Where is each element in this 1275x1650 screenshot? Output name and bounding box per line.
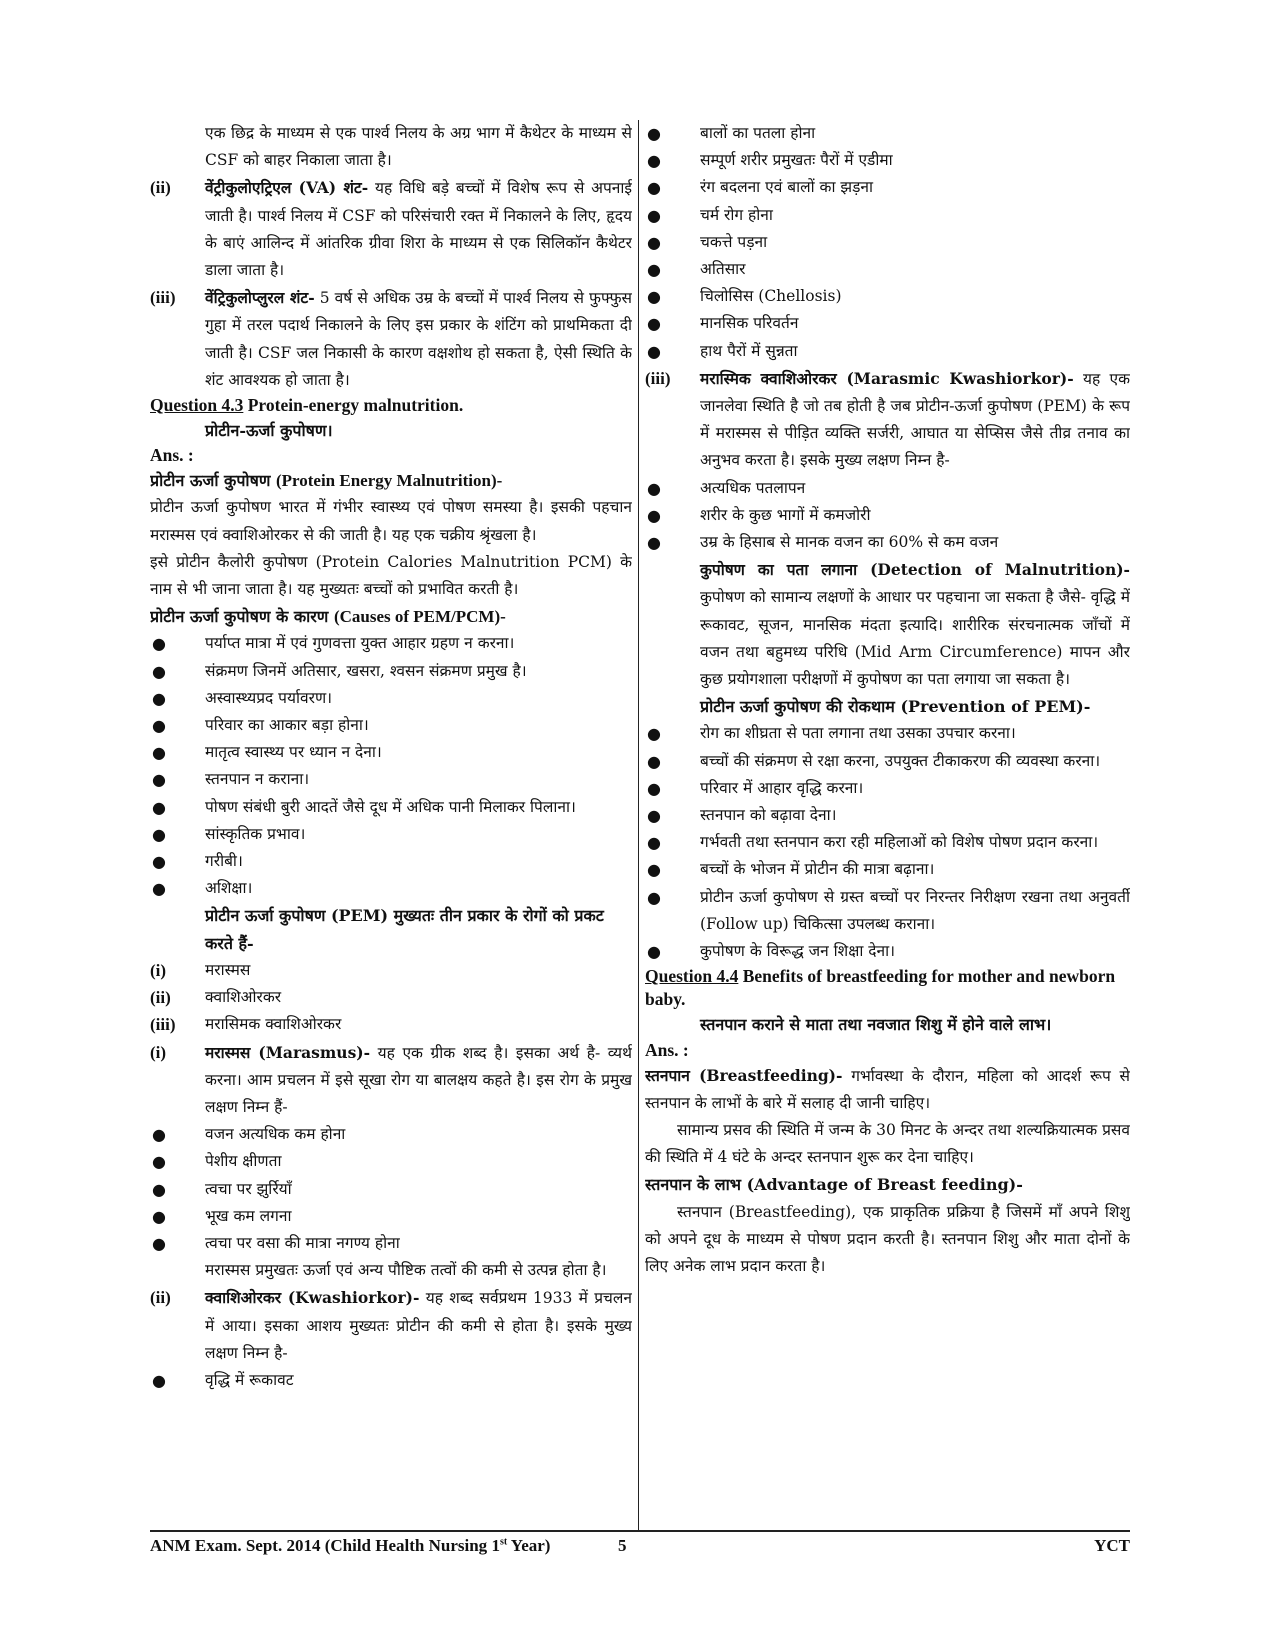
marasmus-marker: (i) (150, 1042, 167, 1062)
list-item: ● त्वचा पर वसा की मात्रा नगण्य होना (150, 1230, 632, 1257)
list-item: ● वृद्धि में रूकावट (150, 1367, 632, 1394)
list-item: ● गरीबी। (150, 848, 632, 875)
left-column (150, 120, 632, 1530)
mk-text: यह एक जानलेवा स्थिति है जो तब होती है जब प्रोटीन-ऊर्जा कुपोषण (PEM) के रूप में मरास्मस से पीड़ित व्यक्ति सर्जरी, आघात या सेप्सिस जैसे तीव्र तनाव का अनुभव करता है। इसके मुख्य लक्षण निम्न है- (700, 369, 1130, 470)
marasmus-text: यह एक ग्रीक शब्द है। इसका अर्थ है- व्यर्थ करना। आम प्रचलन में इसे सूखा रोग या बालक्षय कहते है। इस रोग के प्रमुख लक्षण निम्न हैं- (205, 1043, 632, 1116)
bullet-icon: ● (152, 879, 166, 899)
bullet-icon: ● (647, 178, 661, 198)
list-item: ● बालों का पतला होना (645, 120, 1130, 147)
vp-marker: (iii) (150, 288, 176, 308)
types-heading: प्रोटीन ऊर्जा कुपोषण (PEM) मुख्यतः तीन प्रकार के रोगों को प्रकट करते हैं- (205, 906, 604, 953)
list-item: ● मातृत्व स्वास्थ्य पर ध्यान न देना। (150, 739, 632, 766)
question-4-3 (150, 394, 632, 417)
bullet-icon: ● (647, 205, 661, 225)
column-divider (638, 120, 639, 1530)
pem-heading-hindi: प्रोटीन ऊर्जा कुपोषण (150, 471, 271, 491)
list-item: ● स्तनपान को बढ़ावा देना। (645, 802, 1130, 829)
pem-paragraph-1: प्रोटीन ऊर्जा कुपोषण भारत में गंभीर स्वास्थ्य एवं पोषण समस्या है। इसकी पहचान मरास्मस एवं क्वाशिओरकर से की जाती है। यह एक चक्रीय श्रृंखला है। (150, 498, 632, 544)
list-item: (ii) क्वाशिओरकर (150, 988, 282, 1008)
breastfeeding-timing: सामान्य प्रसव की स्थिति में जन्म के 30 मिनट के अन्दर तथा शल्यक्रियात्मक प्रसव की स्थिति में 4 घंटे के अन्दर स्तनपान शुरू कर देना चाहिए। (645, 1120, 1130, 1167)
va-marker: (ii) (150, 178, 171, 198)
detection-title: कुपोषण का पता लगाना (Detection of Malnutrition)- (700, 560, 1130, 580)
list-item: ● अतिसार (645, 256, 1130, 283)
marasmic-kwashiorkor-item (645, 365, 1130, 475)
list-item: ● कुपोषण के विरूद्ध जन शिक्षा देना। (645, 938, 1130, 965)
kwashiorkor-item (150, 1284, 632, 1367)
bullet-icon: ● (647, 505, 661, 525)
bullet-icon: ● (647, 833, 661, 853)
mk-marker: (iii) (645, 368, 671, 388)
footer-rule (150, 1530, 1130, 1532)
list-item: (i) मरास्मस (150, 960, 251, 980)
list-item: ● परिवार का आकार बड़ा होना। (150, 712, 632, 739)
types-list (150, 957, 632, 1039)
pem-paragraph-2: इसे प्रोटीन कैलोरी कुपोषण (Protein Calories Malnutrition PCM) के नाम से भी जाना जाता है। यह मुख्यतः बच्चों को प्रभावित करती है। (150, 552, 632, 599)
q44-title: Benefits of breastfeeding for mother and newborn baby. (645, 966, 1116, 1010)
breastfeeding-title: स्तनपान (Breastfeeding)- (645, 1065, 843, 1085)
q43-label: Question 4.3 (150, 395, 244, 416)
breastfeeding-text: गर्भावस्था के दौरान, महिला को आदर्श रूप से स्तनपान के लाभों के बारे में सलाह दी जानी चाहिए। (645, 1066, 1130, 1112)
list-item: ● बच्चों की संक्रमण से रक्षा करना, उपयुक्त टीकाकरण की व्यवस्था करना। (645, 748, 1130, 775)
q44-hindi-title: स्तनपान कराने से माता तथा नवजात शिशु में होने वाले लाभ। (700, 1015, 1052, 1035)
list-item: ● सांस्कृतिक प्रभाव। (150, 821, 632, 848)
list-item: ● सम्पूर्ण शरीर प्रमुखतः पैरों में एडीमा (645, 147, 1130, 174)
q43-answer-label: Ans. : (150, 445, 194, 466)
kwashiorkor-symptoms (645, 120, 1130, 365)
marasmus-symptoms (150, 1121, 632, 1257)
q44-answer-label: Ans. : (645, 1039, 689, 1060)
causes-heading (150, 603, 632, 630)
prevention-list (645, 720, 1130, 965)
list-item: ● स्तनपान न कराना। (150, 766, 632, 793)
bullet-icon: ● (152, 743, 166, 763)
list-item: ● हाथ पैरों में सुन्नता (645, 338, 1130, 365)
list-item: ● मानसिक परिवर्तन (645, 310, 1130, 337)
kwashiorkor-text: यह शब्द सर्वप्रथम 1933 में प्रचलन में आया। इसका आशय मुख्यतः प्रोटीन की कमी से होता है। इसके मुख्य लक्षण निम्न है- (205, 1289, 632, 1362)
list-item: ● पर्याप्त मात्रा में एवं गुणवत्ता युक्त आहार ग्रहण न करना। (150, 630, 632, 657)
bullet-icon: ● (152, 1233, 166, 1253)
list-item: ● अस्वास्थ्यप्रद पर्यावरण। (150, 685, 632, 712)
pem-heading (150, 467, 632, 494)
bullet-icon: ● (152, 797, 166, 817)
list-item: ● संक्रमण जिनमें अतिसार, खसरा, श्वसन संक्रमण प्रमुख है। (150, 658, 632, 685)
kwashiorkor-marker: (ii) (150, 1288, 171, 1308)
va-title: वेंट्रीकुलोएट्रिएल (VA) शंट- (205, 178, 369, 198)
bullet-icon: ● (647, 151, 661, 171)
bullet-icon: ● (152, 688, 166, 708)
mk-title: मरास्मिक क्वाशिओरकर (Marasmic Kwashiorkor)- (700, 368, 1074, 388)
list-item: ● चिलोसिस (Chellosis) (645, 283, 1130, 310)
bullet-icon: ● (647, 341, 661, 361)
bullet-icon: ● (152, 1370, 166, 1390)
advantage-text: स्तनपान (Breastfeeding), एक प्राकृतिक प्रक्रिया है जिसमें माँ अपने शिशु को अपने दूध के माध्यम से पोषण प्रदान करती है। स्तनपान शिशु और माता दोनों के लिए अनेक लाभ प्रदान करता है। (645, 1202, 1130, 1275)
marasmus-item (150, 1039, 632, 1122)
bullet-icon: ● (647, 533, 661, 553)
list-item: ● चर्म रोग होना (645, 202, 1130, 229)
detection-paragraph (645, 556, 1130, 693)
bullet-icon: ● (647, 860, 661, 880)
causes-heading-english: (Causes of PEM/PCM)- (333, 607, 506, 627)
advantage-heading: स्तनपान के लाभ (Advantage of Breast feeding)- (645, 1175, 1023, 1195)
list-item: ● रंग बदलना एवं बालों का झड़ना (645, 174, 1130, 201)
mk-symptoms (645, 475, 1130, 557)
bullet-icon: ● (647, 232, 661, 252)
bullet-icon: ● (152, 770, 166, 790)
list-item: ● गर्भवती तथा स्तनपान करा रही महिलाओं को विशेष पोषण प्रदान करना। (645, 829, 1130, 856)
va-text: यह विधि बड़े बच्चों में विशेष रूप से अपनाई जाती है। पार्श्व निलय में CSF को परिसंचारी रक्त में निकालने के लिए, हृदय के बाएं आलिन्द में आंतरिक ग्रीवा शिरा के माध्यम से एक सिलिकॉन कैथेटर डाला जाता है। (205, 179, 632, 280)
bullet-icon: ● (152, 716, 166, 736)
q44-label: Question 4.4 (645, 966, 739, 987)
bullet-icon: ● (152, 824, 166, 844)
list-item: ● परिवार में आहार वृद्धि करना। (645, 775, 1130, 802)
list-item: ● पेशीय क्षीणता (150, 1148, 632, 1175)
list-item: ● अत्यधिक पतलापन (645, 475, 1130, 502)
bullet-icon: ● (152, 661, 166, 681)
bullet-icon: ● (647, 124, 661, 143)
list-item: ● त्वचा पर झुर्रियाँ (150, 1176, 632, 1203)
list-item: ● वजन अत्यधिक कम होना (150, 1121, 632, 1148)
bullet-icon: ● (647, 778, 661, 798)
page-number: 5 (618, 1536, 627, 1555)
causes-list (150, 630, 632, 902)
page-footer (150, 1536, 1130, 1562)
question-4-4 (645, 965, 1130, 1011)
kwashiorkor-title: क्वाशिओरकर (Kwashiorkor)- (205, 1288, 420, 1308)
bullet-icon: ● (647, 751, 661, 771)
pem-heading-english: (Protein Energy Malnutrition)- (275, 471, 503, 491)
list-item: ● बच्चों के भोजन में प्रोटीन की मात्रा बढ़ाना। (645, 856, 1130, 883)
bullet-icon: ● (647, 806, 661, 826)
bullet-icon: ● (647, 887, 661, 907)
bullet-icon: ● (152, 1179, 166, 1199)
vp-title: वेंट्रिकुलोप्लुरल शंट- (205, 288, 315, 308)
list-item: ● चकत्ते पड़ना (645, 229, 1130, 256)
list-item: ● भूख कम लगना (150, 1203, 632, 1230)
detection-text: कुपोषण को सामान्य लक्षणों के आधार पर पहचाना जा सकता है जैसे- वृद्धि में रूकावट, सूजन, मानसिक मंदता इत्यादि। शारीरिक संरचनात्मक जाँचों में वजन तथा बहुमध्य परिधि (Mid Arm Circumference) मापन और कुछ प्रयोगशाला परीक्षणों में कुपोषण का पता लगाया जा सकता है। (700, 588, 1130, 689)
causes-heading-hindi: प्रोटीन ऊर्जा कुपोषण के कारण (150, 607, 329, 627)
bullet-icon: ● (647, 314, 661, 334)
bullet-icon: ● (152, 1206, 166, 1226)
bullet-icon: ● (647, 287, 661, 307)
bullet-icon: ● (152, 852, 166, 872)
list-item: (iii) मरासिमक क्वाशिओरकर (150, 1015, 342, 1035)
bullet-icon: ● (647, 724, 661, 744)
bullet-icon: ● (152, 1152, 166, 1172)
marasmus-note: मरास्मस प्रमुखतः ऊर्जा एवं अन्य पौष्टिक तत्वों की कमी से उत्पन्न होता है। (205, 1261, 607, 1280)
right-column (645, 120, 1130, 1530)
va-shunt-item (150, 174, 632, 284)
bullet-icon: ● (152, 1125, 166, 1145)
breastfeeding-paragraph (645, 1062, 1130, 1117)
publisher-mark: YCT (1094, 1536, 1130, 1555)
shunt-continuation: एक छिद्र के माध्यम से एक पार्श्व निलय के अग्र भाग में कैथेटर के माध्यम से CSF को बाहर निकाला जाता है। (205, 124, 632, 170)
bullet-icon: ● (647, 260, 661, 280)
vp-shunt-item (150, 284, 632, 394)
q43-hindi-title: प्रोटीन-ऊर्जा कुपोषण। (205, 421, 333, 441)
list-item: ● रोग का शीघ्रता से पता लगाना तथा उसका उपचार करना। (645, 720, 1130, 747)
marasmus-title: मरास्मस (Marasmus)- (205, 1042, 371, 1062)
prevention-heading: प्रोटीन ऊर्जा कुपोषण की रोकथाम (Prevention of PEM)- (700, 697, 1091, 717)
footer-exam-title: ANM Exam. Sept. 2014 (Child Health Nursing 1st Year) (150, 1536, 551, 1555)
bullet-icon: ● (647, 478, 661, 498)
list-item: ● पोषण संबंधी बुरी आदतें जैसे दूध में अधिक पानी मिलाकर पिलाना। (150, 794, 632, 821)
q43-title: Protein-energy malnutrition. (247, 395, 464, 416)
list-item: ● अशिक्षा। (150, 875, 632, 902)
bullet-icon: ● (152, 634, 166, 654)
bullet-icon: ● (647, 942, 661, 962)
list-item: ● प्रोटीन ऊर्जा कुपोषण से ग्रस्त बच्चों पर निरन्तर निरीक्षण रखना तथा अनुवर्ती (Follow up) चिकित्सा उपलब्ध कराना। (645, 884, 1130, 938)
list-item: ● शरीर के कुछ भागों में कमजोरी (645, 502, 1130, 529)
vp-text: 5 वर्ष से अधिक उम्र के बच्चों में पार्श्व निलय से फुफ्फुस गुहा में तरल पदार्थ निकालने के लिए इस प्रकार के शंटिंग को प्राथमिकता दी जाती है। CSF जल निकासी के कारण वक्षशोथ हो सकता है, ऐसी स्थिति के शंट आवश्यक हो जाता है। (205, 289, 632, 389)
list-item: ● उम्र के हिसाब से मानक वजन का 60% से कम वजन (645, 529, 1130, 556)
